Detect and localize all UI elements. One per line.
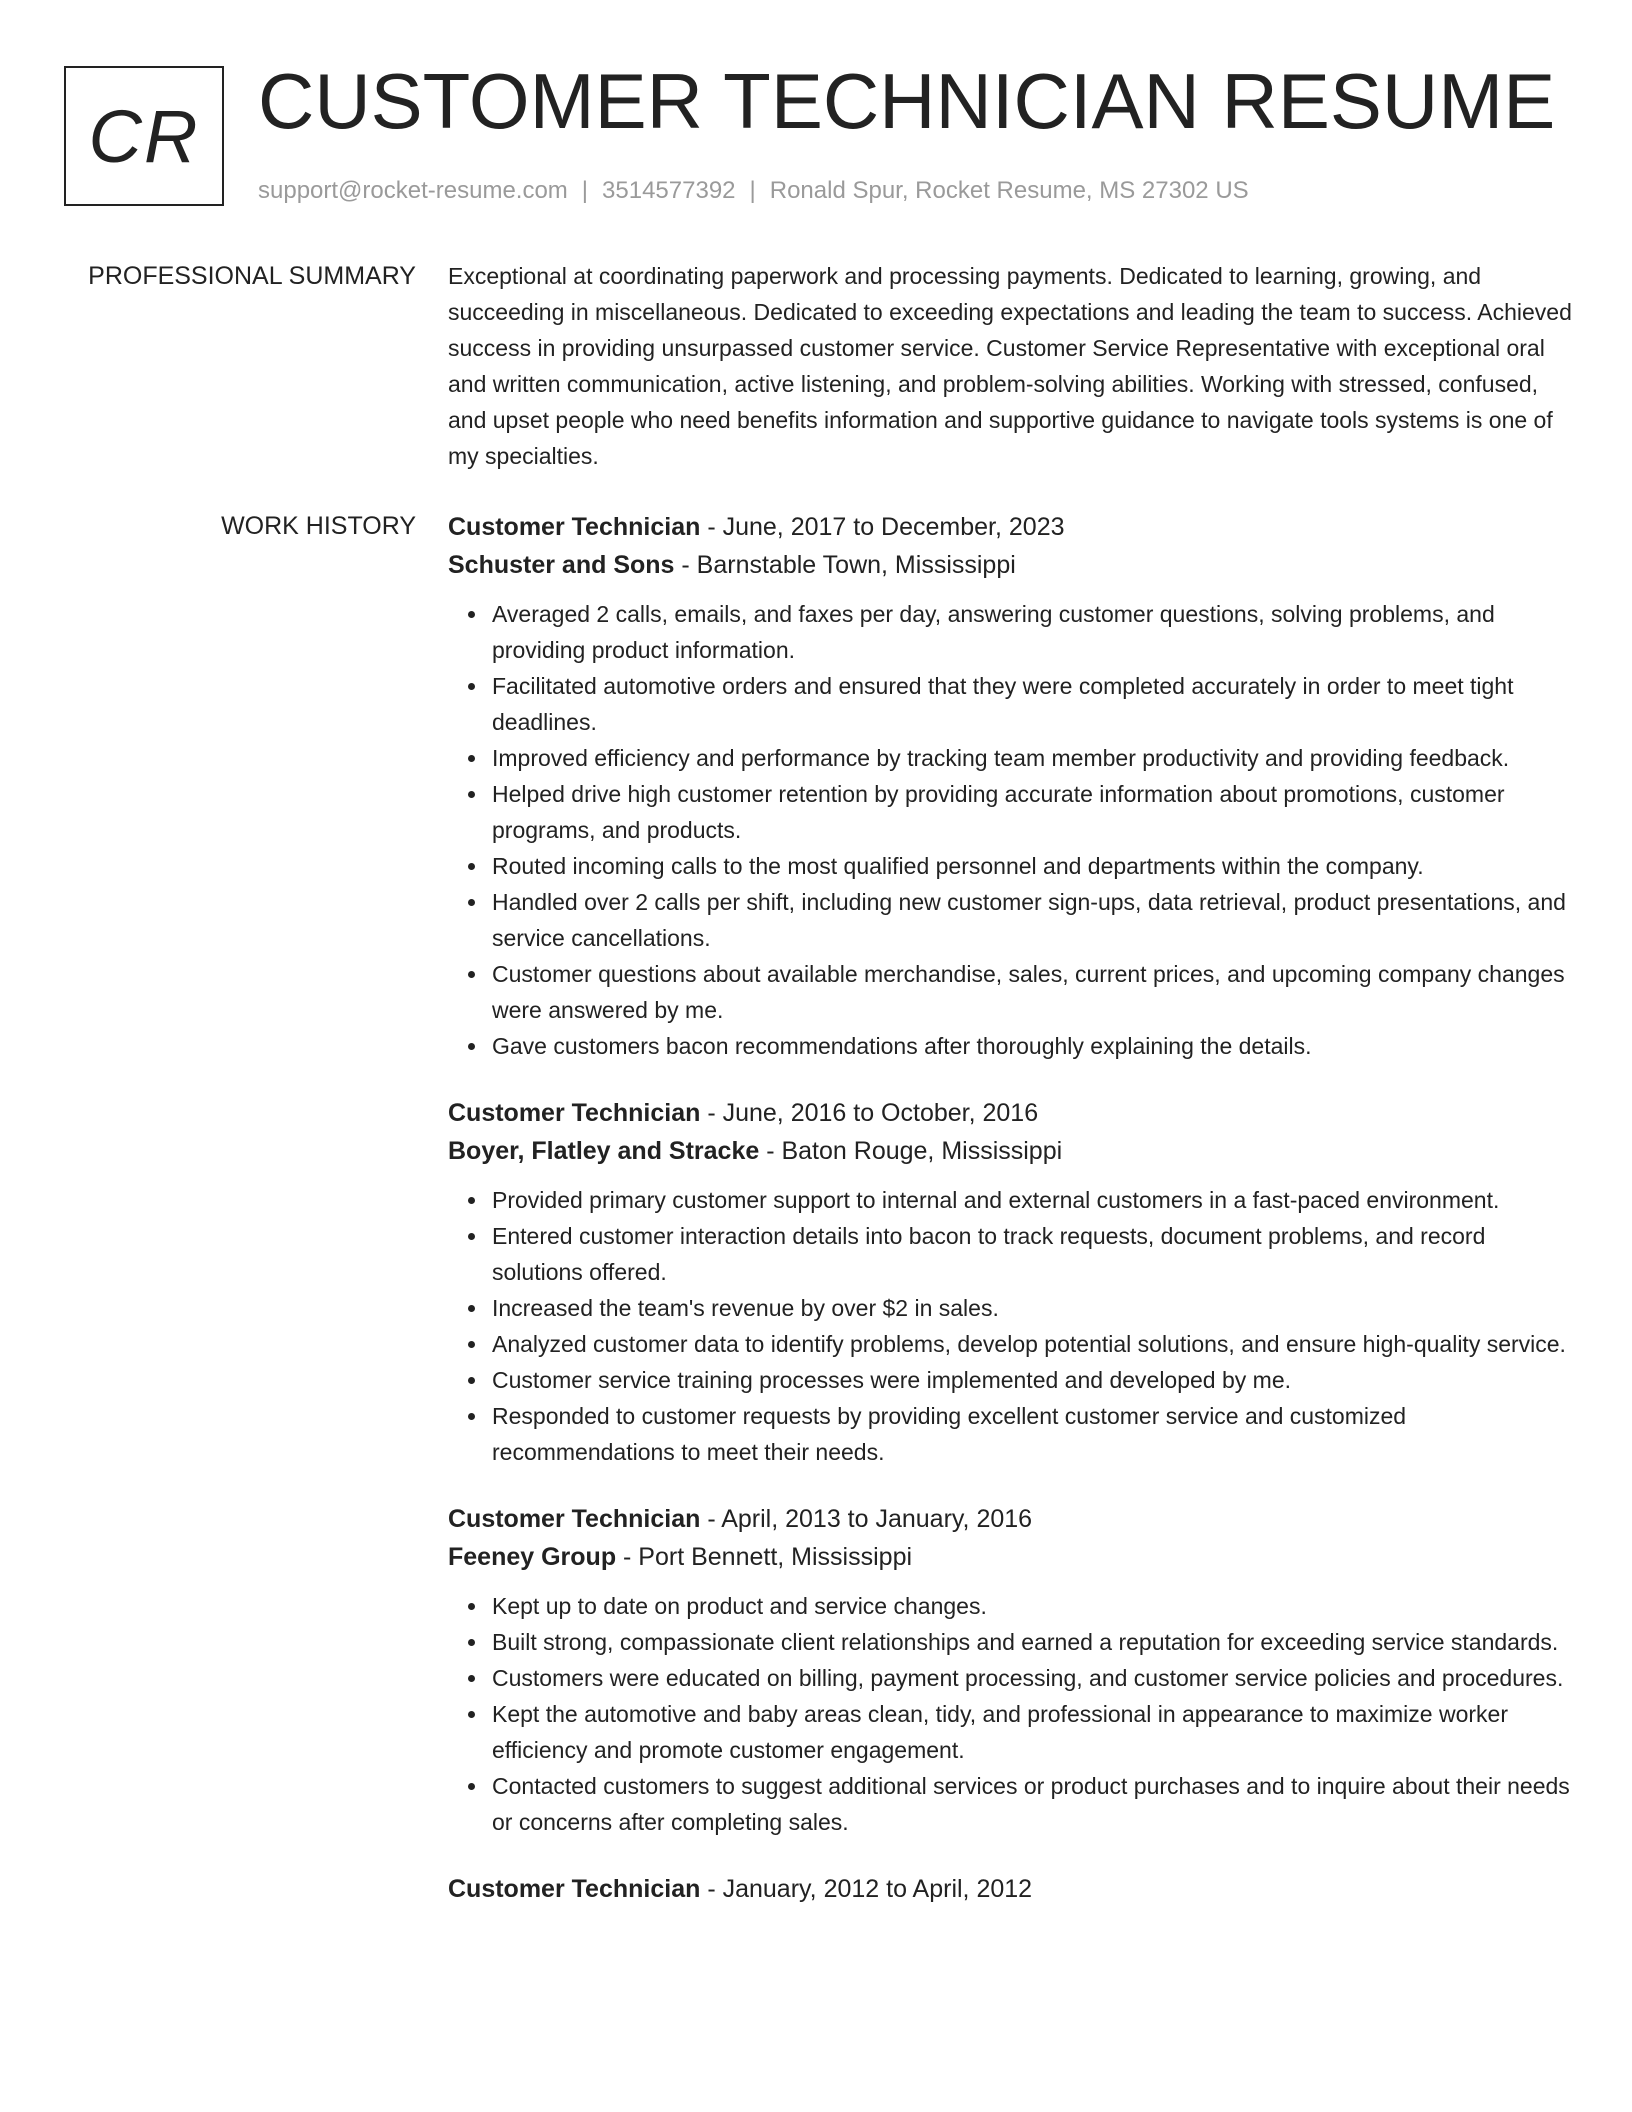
job-bullet: Averaged 2 calls, emails, and faxes per day, answering customer questions, solving problems, and providing product information. xyxy=(492,596,1573,668)
job-bullet: Entered customer interaction details into bacon to track requests, document problems, and record solutions offered. xyxy=(492,1218,1573,1290)
contact-phone: 3514577392 xyxy=(602,177,736,204)
summary-body xyxy=(448,258,1573,474)
job-dates: - June, 2016 to October, 2016 xyxy=(700,1099,1039,1127)
job-entry xyxy=(448,508,1573,1064)
job-dates: - June, 2017 to December, 2023 xyxy=(700,513,1065,541)
job-dates: - January, 2012 to April, 2012 xyxy=(700,1875,1033,1903)
job-title-line xyxy=(448,1094,1573,1132)
summary-heading: PROFESSIONAL SUMMARY xyxy=(88,262,416,290)
job-bullet: Helped drive high customer retention by providing accurate information about promotions, customer programs, and products. xyxy=(492,776,1573,848)
summary-text: Exceptional at coordinating paperwork and processing payments. Dedicated to learning, growing, and succeeding in miscellaneous. Dedicated to exceeding expectations and leading the team to success. Achieved success in providing unsurpassed customer service. Customer Service Representative with exceptional oral and written communication, active listening, and problem-solving abilities. Working with stressed, confused, and upset people who need benefits information and supportive guidance to navigate tools systems is one of my specialties. xyxy=(448,263,1572,469)
job-title-line xyxy=(448,508,1573,546)
contact-address: Ronald Spur, Rocket Resume, MS 27302 US xyxy=(769,177,1249,204)
job-bullet: Customers were educated on billing, payment processing, and customer service policies and procedures. xyxy=(492,1660,1573,1696)
job-company-line xyxy=(448,1538,1573,1576)
job-bullet: Responded to customer requests by providing excellent customer service and customized recommendations to meet their needs. xyxy=(492,1398,1573,1470)
job-company: Boyer, Flatley and Stracke xyxy=(448,1137,760,1165)
job-bullet: Kept the automotive and baby areas clean, tidy, and professional in appearance to maximize worker efficiency and promote customer engagement. xyxy=(492,1696,1573,1768)
job-bullet: Improved efficiency and performance by tracking team member productivity and providing feedback. xyxy=(492,740,1573,776)
job-entry xyxy=(448,1870,1573,1908)
job-bullet: Gave customers bacon recommendations after thoroughly explaining the details. xyxy=(492,1028,1573,1064)
contact-separator: | xyxy=(749,177,756,204)
job-company: Feeney Group xyxy=(448,1543,617,1571)
job-bullet: Increased the team's revenue by over $2 in sales. xyxy=(492,1290,1573,1326)
job-title: Customer Technician xyxy=(448,1875,701,1903)
monogram-logo: CR xyxy=(64,66,224,206)
work-history-body xyxy=(448,508,1573,1938)
job-bullet: Kept up to date on product and service changes. xyxy=(492,1588,1573,1624)
contact-email: support@rocket-resume.com xyxy=(258,177,568,204)
job-location: - Baton Rouge, Mississippi xyxy=(759,1137,1063,1165)
job-bullet: Provided primary customer support to internal and external customers in a fast-paced environment. xyxy=(492,1182,1573,1218)
job-bullet-list xyxy=(448,1588,1573,1840)
job-bullet: Analyzed customer data to identify problems, develop potential solutions, and ensure high-quality service. xyxy=(492,1326,1573,1362)
job-company-line xyxy=(448,1132,1573,1170)
job-title: Customer Technician xyxy=(448,1505,701,1533)
job-bullet: Customer questions about available merchandise, sales, current prices, and upcoming company changes were answered by me. xyxy=(492,956,1573,1028)
job-bullet-list xyxy=(448,1182,1573,1470)
job-title: Customer Technician xyxy=(448,513,701,541)
page-title: CUSTOMER TECHNICIAN RESUME xyxy=(258,57,1556,145)
job-title: Customer Technician xyxy=(448,1099,701,1127)
job-bullet-list xyxy=(448,596,1573,1064)
job-bullet: Routed incoming calls to the most qualified personnel and departments within the company. xyxy=(492,848,1573,884)
job-location: - Barnstable Town, Mississippi xyxy=(674,551,1016,579)
work-history-heading: WORK HISTORY xyxy=(221,512,416,540)
job-bullet: Facilitated automotive orders and ensured that they were completed accurately in order to meet tight deadlines. xyxy=(492,668,1573,740)
job-company: Schuster and Sons xyxy=(448,551,675,579)
job-title-line xyxy=(448,1870,1573,1908)
contact-line xyxy=(258,174,1249,208)
job-entry xyxy=(448,1500,1573,1840)
job-title-line xyxy=(448,1500,1573,1538)
job-location: - Port Bennett, Mississippi xyxy=(616,1543,913,1571)
job-company-line xyxy=(448,546,1573,584)
job-bullet: Built strong, compassionate client relationships and earned a reputation for exceeding service standards. xyxy=(492,1624,1573,1660)
job-entry xyxy=(448,1094,1573,1470)
contact-separator: | xyxy=(581,177,589,204)
job-dates: - April, 2013 to January, 2016 xyxy=(700,1505,1033,1533)
job-bullet: Handled over 2 calls per shift, including new customer sign-ups, data retrieval, product presentations, and service cancellations. xyxy=(492,884,1573,956)
job-bullet: Customer service training processes were implemented and developed by me. xyxy=(492,1362,1573,1398)
job-bullet: Contacted customers to suggest additional services or product purchases and to inquire about their needs or concerns after completing sales. xyxy=(492,1768,1573,1840)
